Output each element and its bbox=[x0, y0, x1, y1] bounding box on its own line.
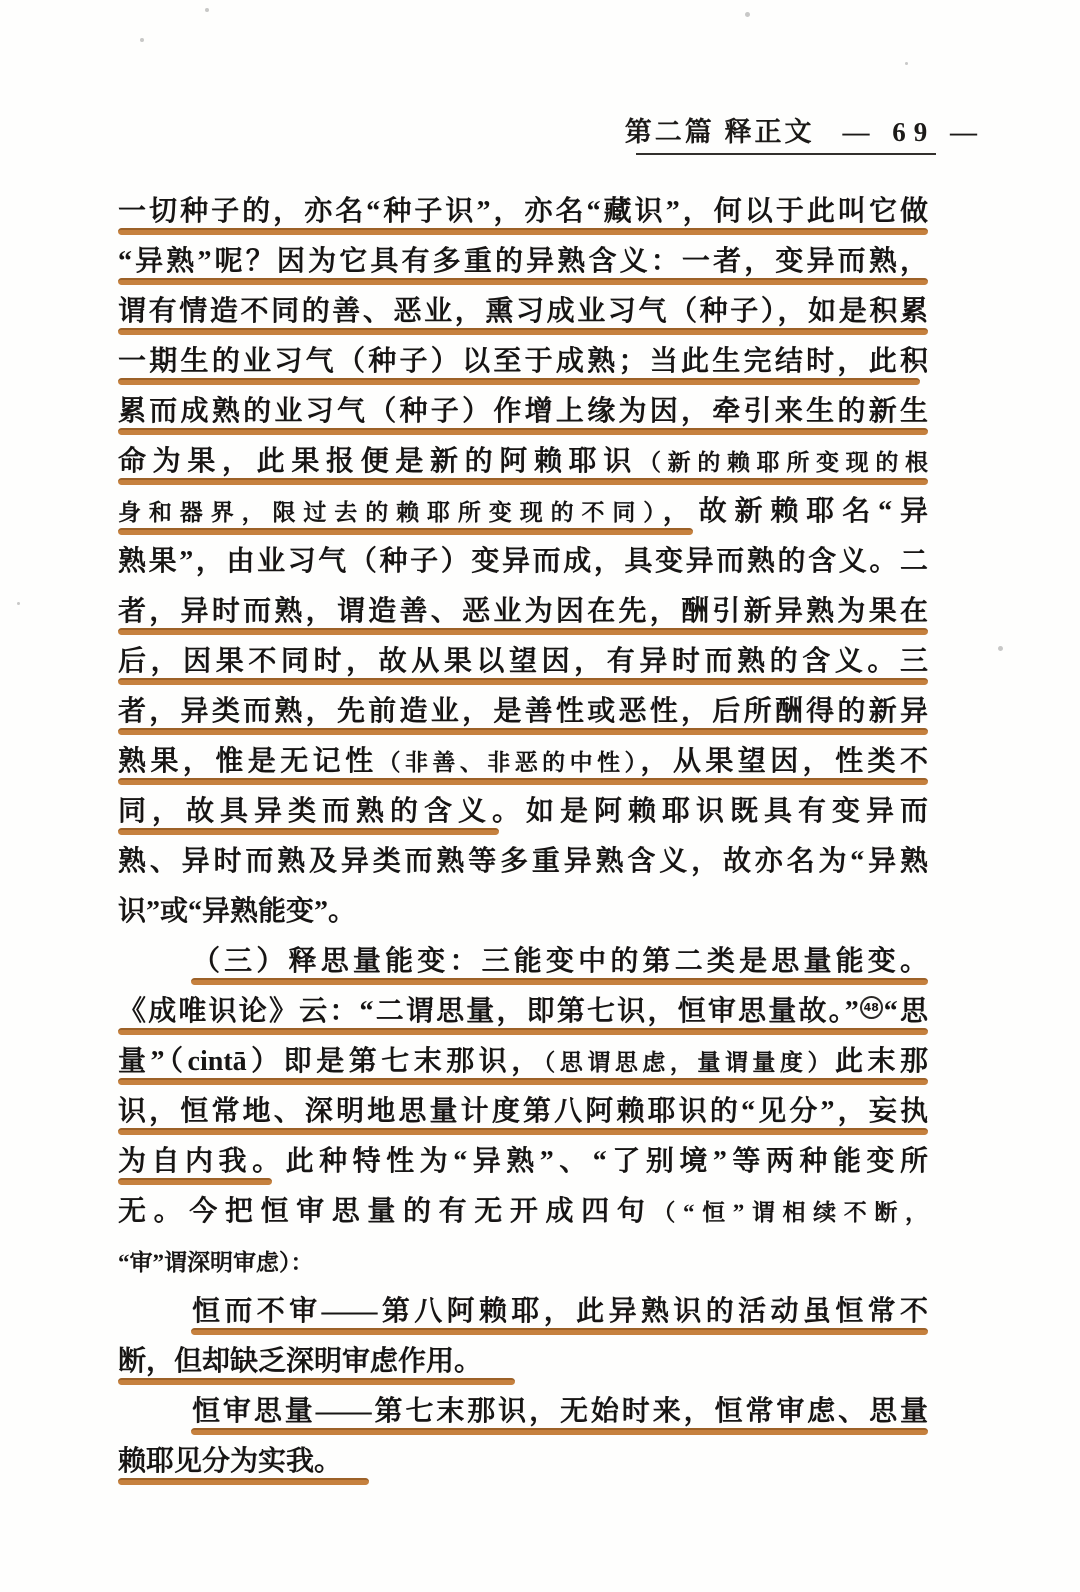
text-segment: 《成唯识论》云：“二谓思量，即第七识，恒审思量故。” bbox=[118, 996, 859, 1027]
text-line bbox=[118, 287, 928, 337]
text-line bbox=[118, 1187, 928, 1237]
highlight-underline bbox=[118, 1478, 369, 1485]
text-segment: 一切种子的，亦名“种子识”，亦名“藏识”，何以于此叫它做 bbox=[118, 196, 928, 227]
text-segment: 后，因果不同时，故从果以望因，有异时而熟的含义。三 bbox=[118, 646, 928, 677]
highlight-underline bbox=[191, 1428, 928, 1435]
text-line bbox=[118, 587, 928, 637]
text-segment: 熟果”，由业习气（种子）变异而成，具变异而熟的含义。二 bbox=[118, 546, 928, 577]
highlight-underline bbox=[191, 1328, 928, 1335]
annotation-text: “审”谓深明审虑）： bbox=[118, 1250, 314, 1275]
text-segment: 识，恒常地、深明地思量计度第八阿赖耶识的“见分”，妄执 bbox=[118, 1096, 928, 1127]
scan-speck bbox=[998, 646, 1003, 651]
text-line bbox=[118, 937, 928, 987]
text-segment: 熟果，惟是无记性 bbox=[118, 746, 378, 777]
highlight-underline bbox=[118, 828, 499, 835]
section-title: 第二篇 释正文 bbox=[624, 117, 815, 147]
highlight-underline bbox=[118, 328, 928, 335]
text-segment: ，故新赖耶名“异 bbox=[662, 496, 928, 527]
scan-speck bbox=[205, 8, 209, 12]
highlight-underline bbox=[118, 1378, 515, 1385]
highlight-underline bbox=[118, 1128, 928, 1135]
text-segment: 恒审思量——第七末那识，无始时来，恒常审虑、思量 bbox=[192, 1396, 928, 1427]
text-line bbox=[118, 387, 928, 437]
highlight-underline bbox=[191, 978, 928, 985]
text-segment: 无。今把恒审思量的有无开成四句 bbox=[118, 1196, 653, 1227]
text-segment: 命为果，此果报便是新的阿赖耶识 bbox=[118, 446, 638, 477]
annotation-text: （思谓思虑，量谓量度） bbox=[543, 1050, 835, 1075]
text-line bbox=[118, 487, 928, 537]
text-line bbox=[118, 1037, 928, 1087]
text-segment: 累而成熟的业习气（种子）作增上缘为因，牵引来生的新生 bbox=[118, 396, 928, 427]
highlight-underline bbox=[118, 428, 928, 435]
text-segment: 一期生的业习气（种子）以至于成熟；当此生完结时，此积 bbox=[118, 346, 928, 377]
highlight-underline bbox=[118, 678, 928, 685]
text-segment: 同，故具异类而熟的含义。如是阿赖耶识既具有变异而 bbox=[118, 796, 928, 827]
text-segment: 恒而不审——第八阿赖耶，此异熟识的活动虽恒常不 bbox=[192, 1296, 928, 1327]
text-line bbox=[118, 1137, 928, 1187]
text-line bbox=[118, 787, 928, 837]
scan-speck bbox=[140, 38, 144, 42]
text-line bbox=[118, 737, 928, 787]
text-line bbox=[118, 887, 928, 937]
footnote-marker: 48 bbox=[860, 996, 883, 1019]
text-segment: 者，异时而熟，谓造善、恶业为因在先，酬引新异熟为果在 bbox=[118, 596, 928, 627]
text-line bbox=[118, 1387, 928, 1437]
text-line bbox=[118, 187, 928, 237]
annotation-text: （新的赖耶所变现的根 bbox=[638, 450, 928, 475]
text-segment: “思 bbox=[883, 996, 928, 1027]
highlight-underline bbox=[118, 478, 928, 485]
text-segment: （三）释思量能变：三能变中的第二类是思量能变。 bbox=[192, 946, 928, 977]
text-line bbox=[118, 1337, 928, 1387]
page-number: — 69 — bbox=[842, 117, 985, 147]
text-line bbox=[118, 687, 928, 737]
scan-speck bbox=[745, 12, 750, 17]
text-line bbox=[118, 837, 928, 887]
annotation-text: （“恒”谓相续不断， bbox=[652, 1200, 928, 1225]
text-line bbox=[118, 337, 928, 387]
scan-speck bbox=[17, 602, 20, 605]
scan-speck bbox=[905, 62, 908, 65]
highlight-underline bbox=[118, 528, 693, 535]
text-segment: 谓有情造不同的善、恶业，熏习成业习气（种子），如是积累 bbox=[118, 296, 928, 327]
text-line bbox=[118, 637, 928, 687]
text-segment: 熟、异时而熟及异类而熟等多重异熟含义，故亦名为“异熟 bbox=[118, 846, 928, 877]
page-header bbox=[625, 110, 985, 149]
text-segment: 断，但却缺乏深明审虑作用。 bbox=[118, 1346, 483, 1377]
highlight-underline bbox=[118, 228, 928, 235]
header-rule bbox=[636, 153, 936, 155]
text-line bbox=[118, 1237, 928, 1287]
text-segment: ，从果望因，性类不 bbox=[640, 746, 928, 777]
text-line bbox=[118, 1087, 928, 1137]
text-line bbox=[118, 237, 928, 287]
highlight-underline bbox=[118, 728, 928, 735]
annotation-text: 身和器界，限过去的赖耶所变现的不同） bbox=[118, 500, 663, 525]
highlight-underline bbox=[118, 278, 928, 285]
annotation-text: （非善、非恶的中性） bbox=[377, 750, 641, 775]
text-line bbox=[118, 987, 928, 1037]
text-segment: “异熟”呢？因为它具有多重的异熟含义：一者，变异而熟， bbox=[118, 246, 928, 277]
text-segment: 量”（cintā）即是第七末那识， bbox=[118, 1046, 544, 1077]
text-segment: 为自内我。此种特性为“异熟”、“了别境”等两种能变所 bbox=[118, 1146, 928, 1177]
text-block bbox=[118, 187, 928, 1487]
highlight-underline bbox=[118, 1178, 272, 1185]
text-line bbox=[118, 1437, 928, 1487]
highlight-underline bbox=[118, 1078, 928, 1085]
text-segment: 者，异类而熟，先前造业，是善性或恶性，后所酬得的新异 bbox=[118, 696, 928, 727]
highlight-underline bbox=[118, 778, 928, 785]
highlight-underline bbox=[118, 628, 928, 635]
highlight-underline bbox=[118, 1028, 928, 1035]
text-segment: 识”或“异熟能变”。 bbox=[118, 896, 357, 927]
text-segment: 此末那 bbox=[834, 1046, 928, 1077]
text-line bbox=[118, 1287, 928, 1337]
text-line bbox=[118, 437, 928, 487]
text-segment: 赖耶见分为实我。 bbox=[118, 1446, 343, 1477]
highlight-underline bbox=[118, 378, 920, 385]
text-line bbox=[118, 537, 928, 587]
